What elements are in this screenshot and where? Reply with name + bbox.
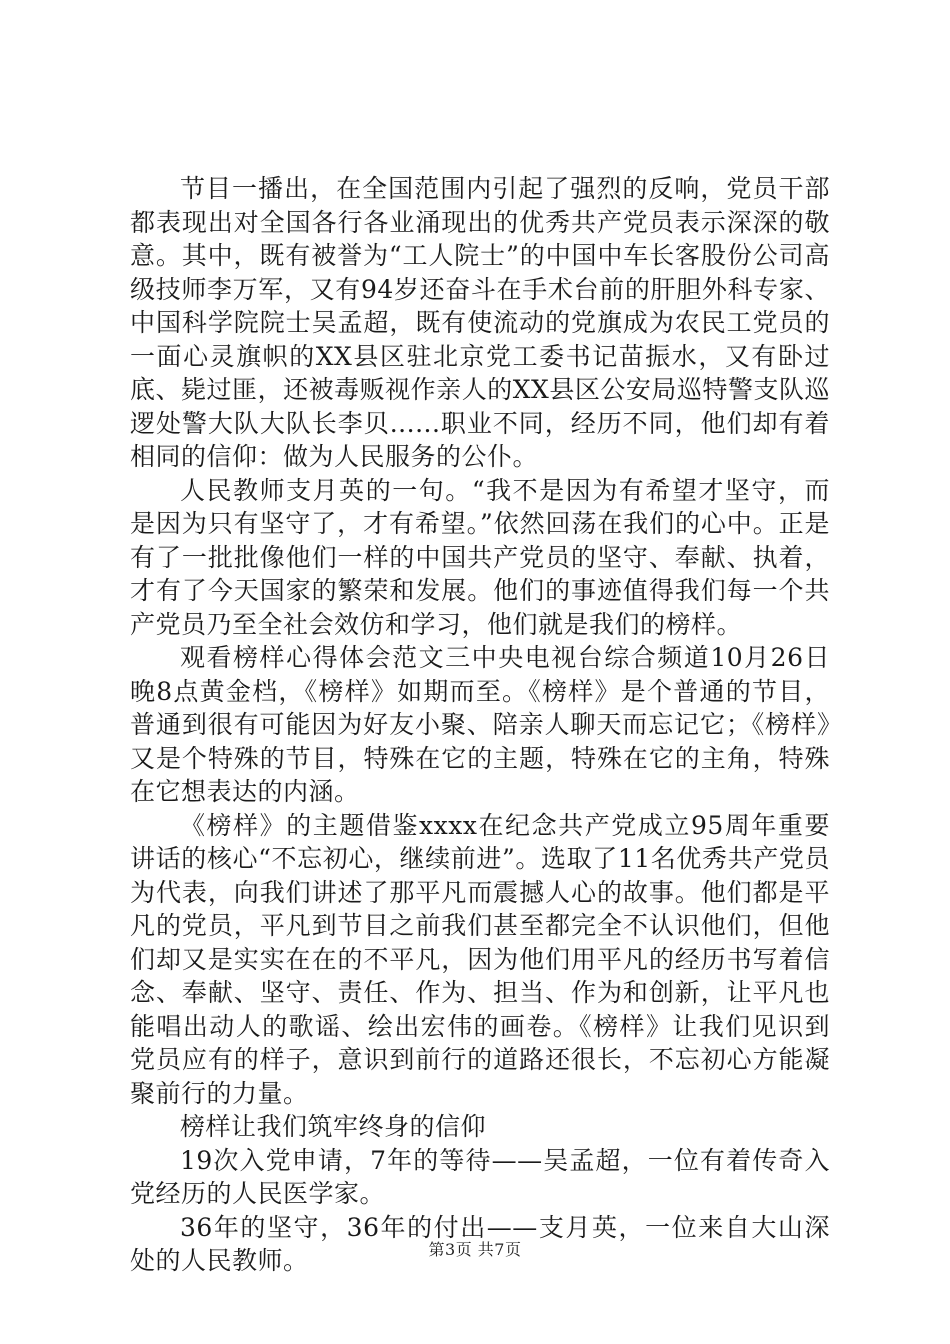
paragraph-3: 观看榜样心得体会范文三中央电视台综合频道10月26日晚8点黄金档，《榜样》如期而至。《榜样》是个普通的节目，普通到很有可能因为好友小聚、陪亲人聊天而忘记它；《榜样》又是个特殊的节目，特殊在它的主题，特殊在它的主角，特殊在它想表达的内涵。 <box>130 643 830 806</box>
document-body <box>130 172 830 1278</box>
page-footer <box>0 1237 950 1260</box>
page-number-label: 第3页 共7页 <box>428 1240 522 1259</box>
paragraph-4: 《榜样》的主题借鉴xxxx在纪念共产党成立95周年重要讲话的核心“不忘初心，继续前进”。选取了11名优秀共产党员为代表，向我们讲述了那平凡而震撼人心的故事。他们都是平凡的党员，平凡到节目之前我们甚至都完全不认识他们，但他们却又是实实在在的不平凡，因为他们用平凡的经历书写着信念、奉献、坚守、责任、作为、担当、作为和创新，让平凡也能唱出动人的歌谣、绘出宏伟的画卷。《榜样》让我们见识到党员应有的样子，意识到前行的道路还很长，不忘初心方能凝聚前行的力量。 <box>130 810 830 1108</box>
closing-paragraph-2: 36年的坚守，36年的付出——支月英，一位来自大山深处的人民教师。 <box>130 1212 830 1275</box>
paragraph-1: 节目一播出，在全国范围内引起了强烈的反响，党员干部都表现出对全国各行各业涌现出的优秀共产党员表示深深的敬意。其中，既有被誉为“工人院士”的中国中车长客股份公司高级技师李万军，又有94岁还奋斗在手术台前的肝胆外科专家、中国科学院院士吴孟超，既有使流动的党旗成为农民工党员的一面心灵旗帜的XX县区驻北京党工委书记苗振水，又有卧过底、毙过匪，还被毒贩视作亲人的XX县区公安局巡特警支队巡逻处警大队大队长李贝......职业不同，经历不同，他们却有着相同的信仰：做为人民服务的公仆。 <box>130 174 830 471</box>
paragraph-2: 人民教师支月英的一句。“我不是因为有希望才坚守，而是因为只有坚守了，才有希望。”依然回荡在我们的心中。正是有了一批批像他们一样的中国共产党员的坚守、奉献、执着，才有了今天国家的繁荣和发展。他们的事迹值得我们每一个共产党员乃至全社会效仿和学习，他们就是我们的榜样。 <box>130 475 830 639</box>
section-title: 榜样让我们筑牢终身的信仰 <box>180 1112 487 1141</box>
closing-paragraph-1: 19次入党申请，7年的等待——吴孟超，一位有着传奇入党经历的人民医学家。 <box>130 1145 830 1208</box>
